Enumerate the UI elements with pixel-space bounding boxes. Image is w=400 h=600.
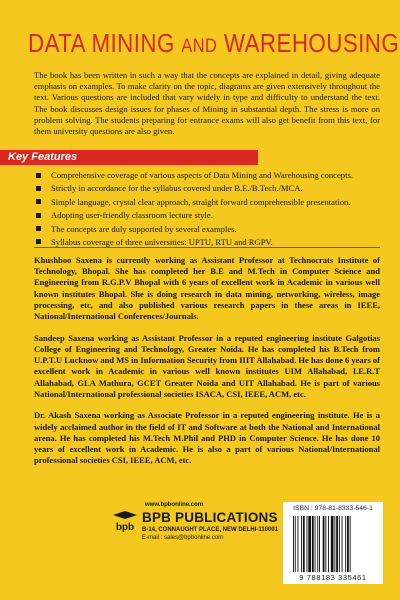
publisher-website: www.bpbonline.com [145, 502, 204, 508]
intro-paragraph: The book has been written in such a way that the concepts are explained in detail, giving adequate emphasis on examples. To make clarity on the topic, diagrams are given extensively throughout the text. Various questions are included that vary widely in type and difficulty to understand the text. The book discusses design issues for phases of Mining in substantial depth. The stress is more on problem solving. The students preparing for entrance exams will also get benefit from this text, for them university questions are also given. [34, 70, 380, 137]
list-item: Adopting user-friendly classroom lecture style. [34, 210, 374, 221]
title-conj: AND [181, 36, 218, 57]
bpb-logo-icon [113, 511, 137, 532]
author-bio: Khushboo Saxena is currently working as Assistant Professor at Technocrats Institute of Technology, Bhopal. She has completed her B.E and M.Tech in Computer Science and Engineering from R.G.P.V Bhopal with 6 years of excellent work in Academic in various well known institutes Bhopal. She is doing research in data mining, networking, wireless, image processing, etc, and also published various research papers in these areas in IEEE, National/International Conferences/Journals. [34, 255, 380, 322]
title-tail: WAREHOUSING [223, 28, 400, 58]
barcode-icon [291, 516, 375, 572]
author-bio: Sandeep Saxena working as Assistant Professor in a reputed engineering institute Galgotias College of Engineering and Technology, Greater Noida. He has completed his B.Tech from U.P.T.U Lucknow and MS in Information Security from IIIT Allahabad. He has done 6 years of excellent work in Academic in various well known institutes UIM Allahabad, I.E.R.T Allahabad, GLA Mathura, GCET Greater Noida and UIT Allahabad. He is part of various National/International professional societies ISACA, CSI, IEEE, ACM, etc. [34, 332, 380, 399]
key-features-heading: Key Features [8, 151, 78, 163]
list-item: Strictly in accordance for the syllabus covered under B.E./B.Tech./MCA. [34, 183, 374, 194]
publisher-address: B-14, CONNAUGHT PLACE, NEW DELHI-110001 [142, 527, 279, 533]
key-features-banner [0, 150, 258, 165]
list-item: The concepts are duly supported by several examples. [34, 224, 374, 235]
list-item: Comprehensive coverage of various aspects of Data Mining and Warehousing concepts. [34, 170, 374, 181]
key-features-list [34, 170, 374, 250]
book-title [28, 28, 400, 59]
barcode-digits: 9 788183 335461 [299, 573, 367, 582]
barcode-panel [283, 502, 383, 584]
divider [34, 247, 380, 248]
title-main: DATA MINING [28, 28, 175, 58]
publisher-email: E-mail : sales@bpbonline.com [142, 535, 224, 541]
isbn-label: ISBN : 978-81-8333-546-1 [293, 505, 373, 512]
author-bio: Dr. Akash Saxena working as Associate Professor in a reputed engineering institute. He is a widely acclaimed author in the field of IT and Software at both the National and International arena. He has completed his M.Tech M.Phil and PHD in Computer Science. He has done 10 years of excellent work in Academic. He is also a part of various National/International professional societies CSI, IEEE, ACM, etc. [34, 410, 380, 466]
author-bios [34, 255, 380, 477]
list-item: Simple language, crystal clear approach, straight forward comprehensible presentation. [34, 197, 374, 208]
list-item: Syllabus coverage of three universities: UPTU, RTU and RGPV. [34, 237, 374, 248]
logo-text: bpb [115, 522, 135, 532]
publisher-name: BPB PUBLICATIONS [142, 510, 278, 525]
